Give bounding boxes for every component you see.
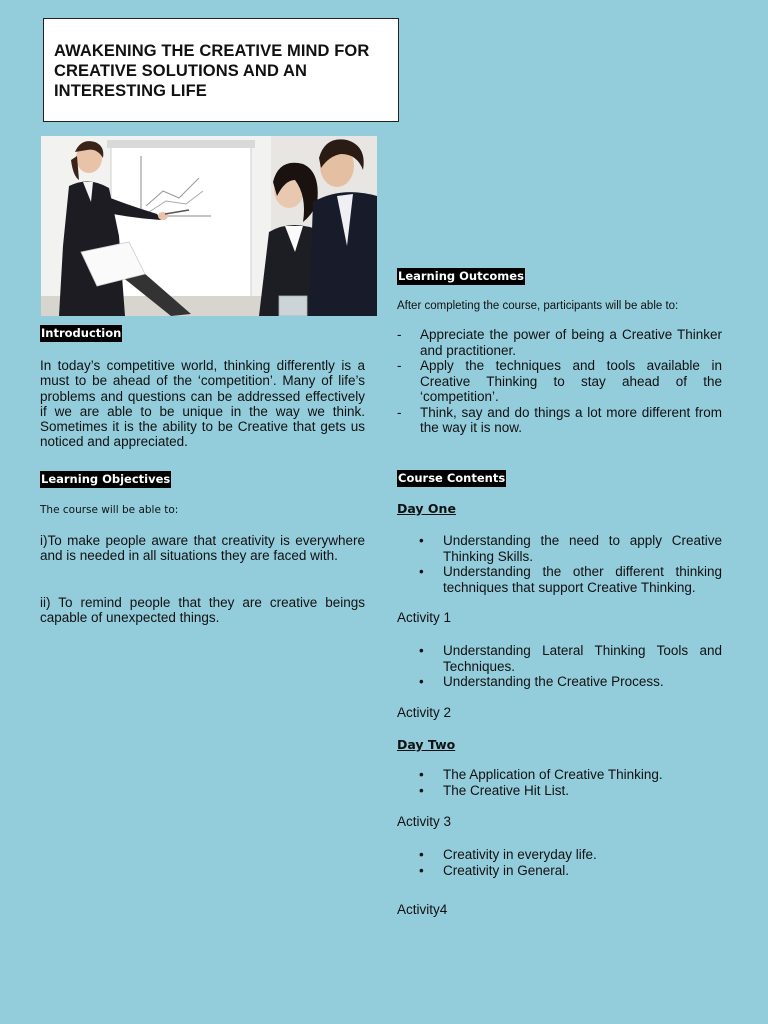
introduction-text: In today’s competitive world, thinking differently is a must to be ahead of the ‘competition’. Many of life’s problems and questions can be addressed effectively if we are able to be unique in the way we think. Sometimes it is the ability to be Creative that gets us noticed and appreciated. (40, 358, 365, 450)
list-item: - Appreciate the power of being a Creative Thinker and practitioner. (397, 327, 722, 358)
list-item: - Apply the techniques and tools available in Creative Thinking to stay ahead of the ‘competition’. (397, 358, 722, 404)
learning-outcomes-list (397, 327, 722, 436)
title-box (43, 18, 399, 122)
list-item: • Understanding the Creative Process. (419, 674, 664, 689)
activity-4-label: Activity4 (397, 902, 448, 917)
learning-objective-2: ii) To remind people that they are creative beings capable of unexpected things. (40, 595, 365, 626)
learning-outcomes-heading: Learning Outcomes (398, 269, 524, 283)
learning-objective-1: i)To make people aware that creativity is everywhere and is needed in all situations they are faced with. (40, 533, 365, 564)
learning-objectives-heading: Learning Objectives (41, 472, 171, 486)
activity-2-label: Activity 2 (397, 705, 452, 720)
list-item: • The Application of Creative Thinking. (419, 767, 663, 782)
learning-objectives-intro: The course will be able to: (40, 504, 179, 516)
list-item: • Understanding Lateral Thinking Tools and Techniques. (419, 643, 722, 674)
day-two-heading: Day Two (397, 737, 456, 752)
list-item: • The Creative Hit List. (419, 782, 570, 798)
activity-3-list (397, 847, 722, 878)
presentation-photo (41, 136, 377, 316)
list-item: - Think, say and do things a lot more different from the way it is now. (397, 404, 722, 435)
day-one-list (397, 533, 722, 595)
document-title: AWAKENING THE CREATIVE MIND FOR CREATIVE SOLUTIONS AND AN INTERESTING LIFE (54, 42, 370, 100)
learning-outcomes-intro: After completing the course, participants will be able to: (397, 300, 679, 312)
list-item: • Creativity in General. (419, 862, 570, 878)
activity-1-list (397, 643, 722, 690)
activity-3-label: Activity 3 (397, 814, 452, 829)
list-item: • Understanding the other different thinking techniques that support Creative Thinking. (419, 564, 722, 595)
activity-1-label: Activity 1 (397, 610, 452, 625)
list-item: • Understanding the need to apply Creative Thinking Skills. (419, 533, 722, 564)
day-two-list (397, 767, 722, 798)
introduction-heading: Introduction (41, 326, 122, 340)
list-item: • Creativity in everyday life. (419, 847, 597, 862)
course-contents-heading: Course Contents (398, 471, 506, 485)
day-one-heading: Day One (397, 501, 456, 516)
